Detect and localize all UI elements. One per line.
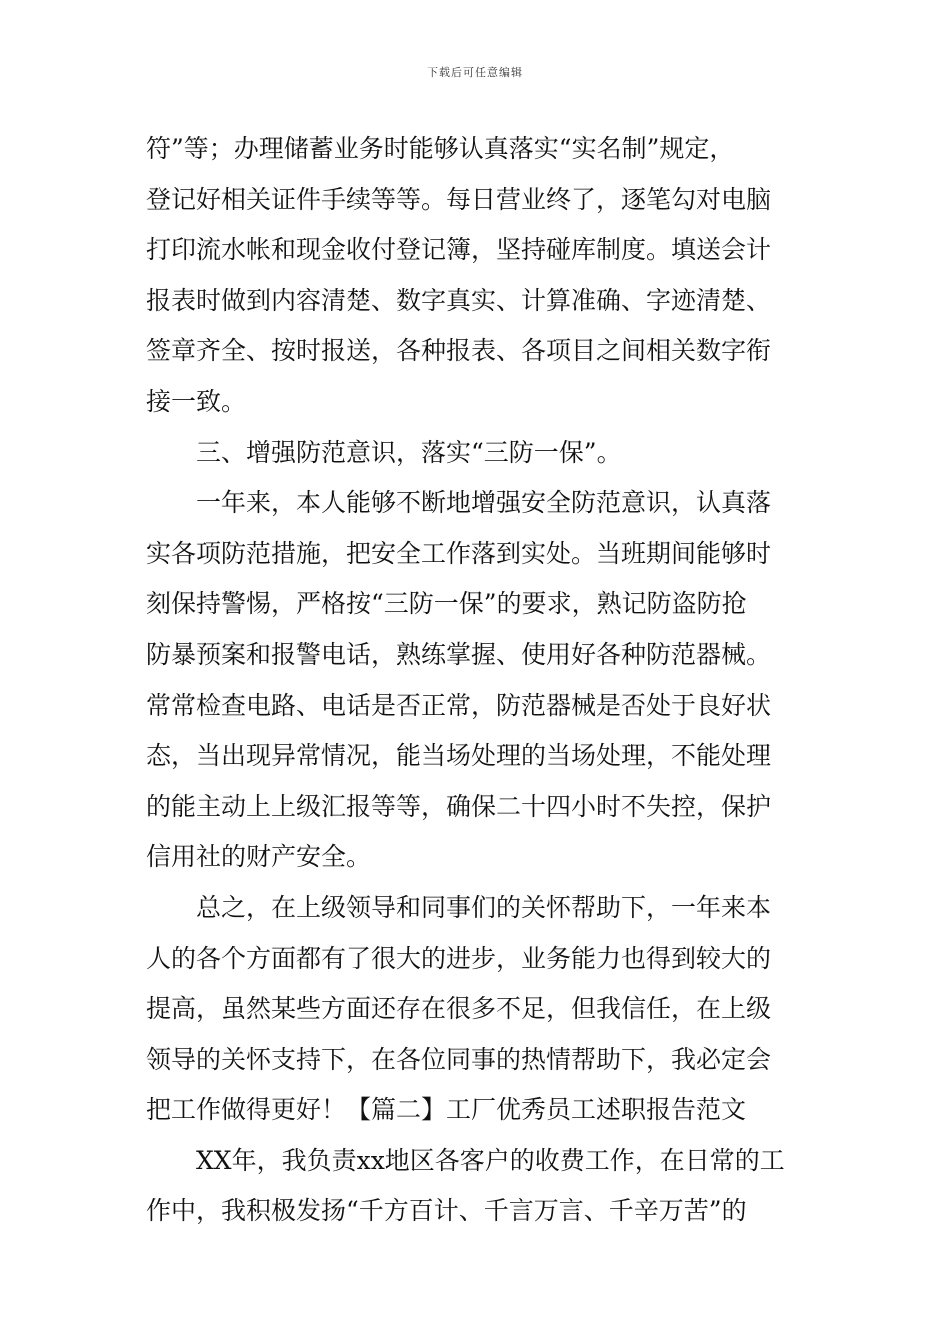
header-note: 下载后可任意编辑: [427, 66, 523, 79]
text-line: 登记好相关证件手续等等。每日营业终了，逐笔勾对电脑: [146, 184, 772, 214]
text-line: 报表时做到内容清楚、数字真实、计算准确、字迹清楚、: [146, 285, 772, 315]
text-line: 实各项防范措施，把安全工作落到实处。当班期间能够时: [146, 538, 772, 568]
text-line: XX年，我负责xx地区各客户的收费工作，在日常的工: [196, 1145, 785, 1175]
text-line: 人的各个方面都有了很大的进步，业务能力也得到较大的: [146, 943, 772, 973]
text-line: 接一致。: [146, 386, 247, 416]
text-line: 提高，虽然某些方面还存在很多不足，但我信任，在上级: [146, 994, 772, 1024]
body-text: [146, 124, 808, 1237]
text-line: 符”等；办理储蓄业务时能够认真落实“实名制”规定，: [146, 134, 735, 163]
text-line: 常常检查电路、电话是否正常，防范器械是否处于良好状: [146, 690, 772, 720]
text-line: 把工作做得更好！【篇二】工厂优秀员工述职报告范文: [146, 1095, 747, 1125]
text-line: 信用社的财产安全。: [146, 842, 372, 872]
text-line: 刻保持警惕，严格按“三防一保”的要求，熟记防盗防抢: [146, 589, 747, 619]
text-line: 打印流水帐和现金收付登记簿，坚持碰库制度。填送会计: [146, 235, 772, 265]
text-line: 一年来，本人能够不断地增强安全防范意识，认真落: [196, 488, 772, 518]
text-line: 总之，在上级领导和同事们的关怀帮助下，一年来本: [196, 892, 772, 922]
text-line: 的能主动上上级汇报等等，确保二十四小时不失控，保护: [146, 791, 772, 821]
text-line: 签章齐全、按时报送，各种报表、各项目之间相关数字衔: [146, 336, 772, 366]
text-line: 态，当出现异常情况，能当场处理的当场处理，不能处理: [146, 741, 772, 771]
text-line: 防暴预案和报警电话，熟练掌握、使用好各种防范器械。: [146, 639, 772, 669]
text-line: 三、增强防范意识，落实“三防一保”。: [196, 437, 622, 467]
text-line: 作中，我积极发扬“千方百计、千言万言、千辛万苦”的: [146, 1196, 747, 1226]
text-line: 领导的关怀支持下，在各位同事的热情帮助下，我必定会: [146, 1044, 772, 1074]
